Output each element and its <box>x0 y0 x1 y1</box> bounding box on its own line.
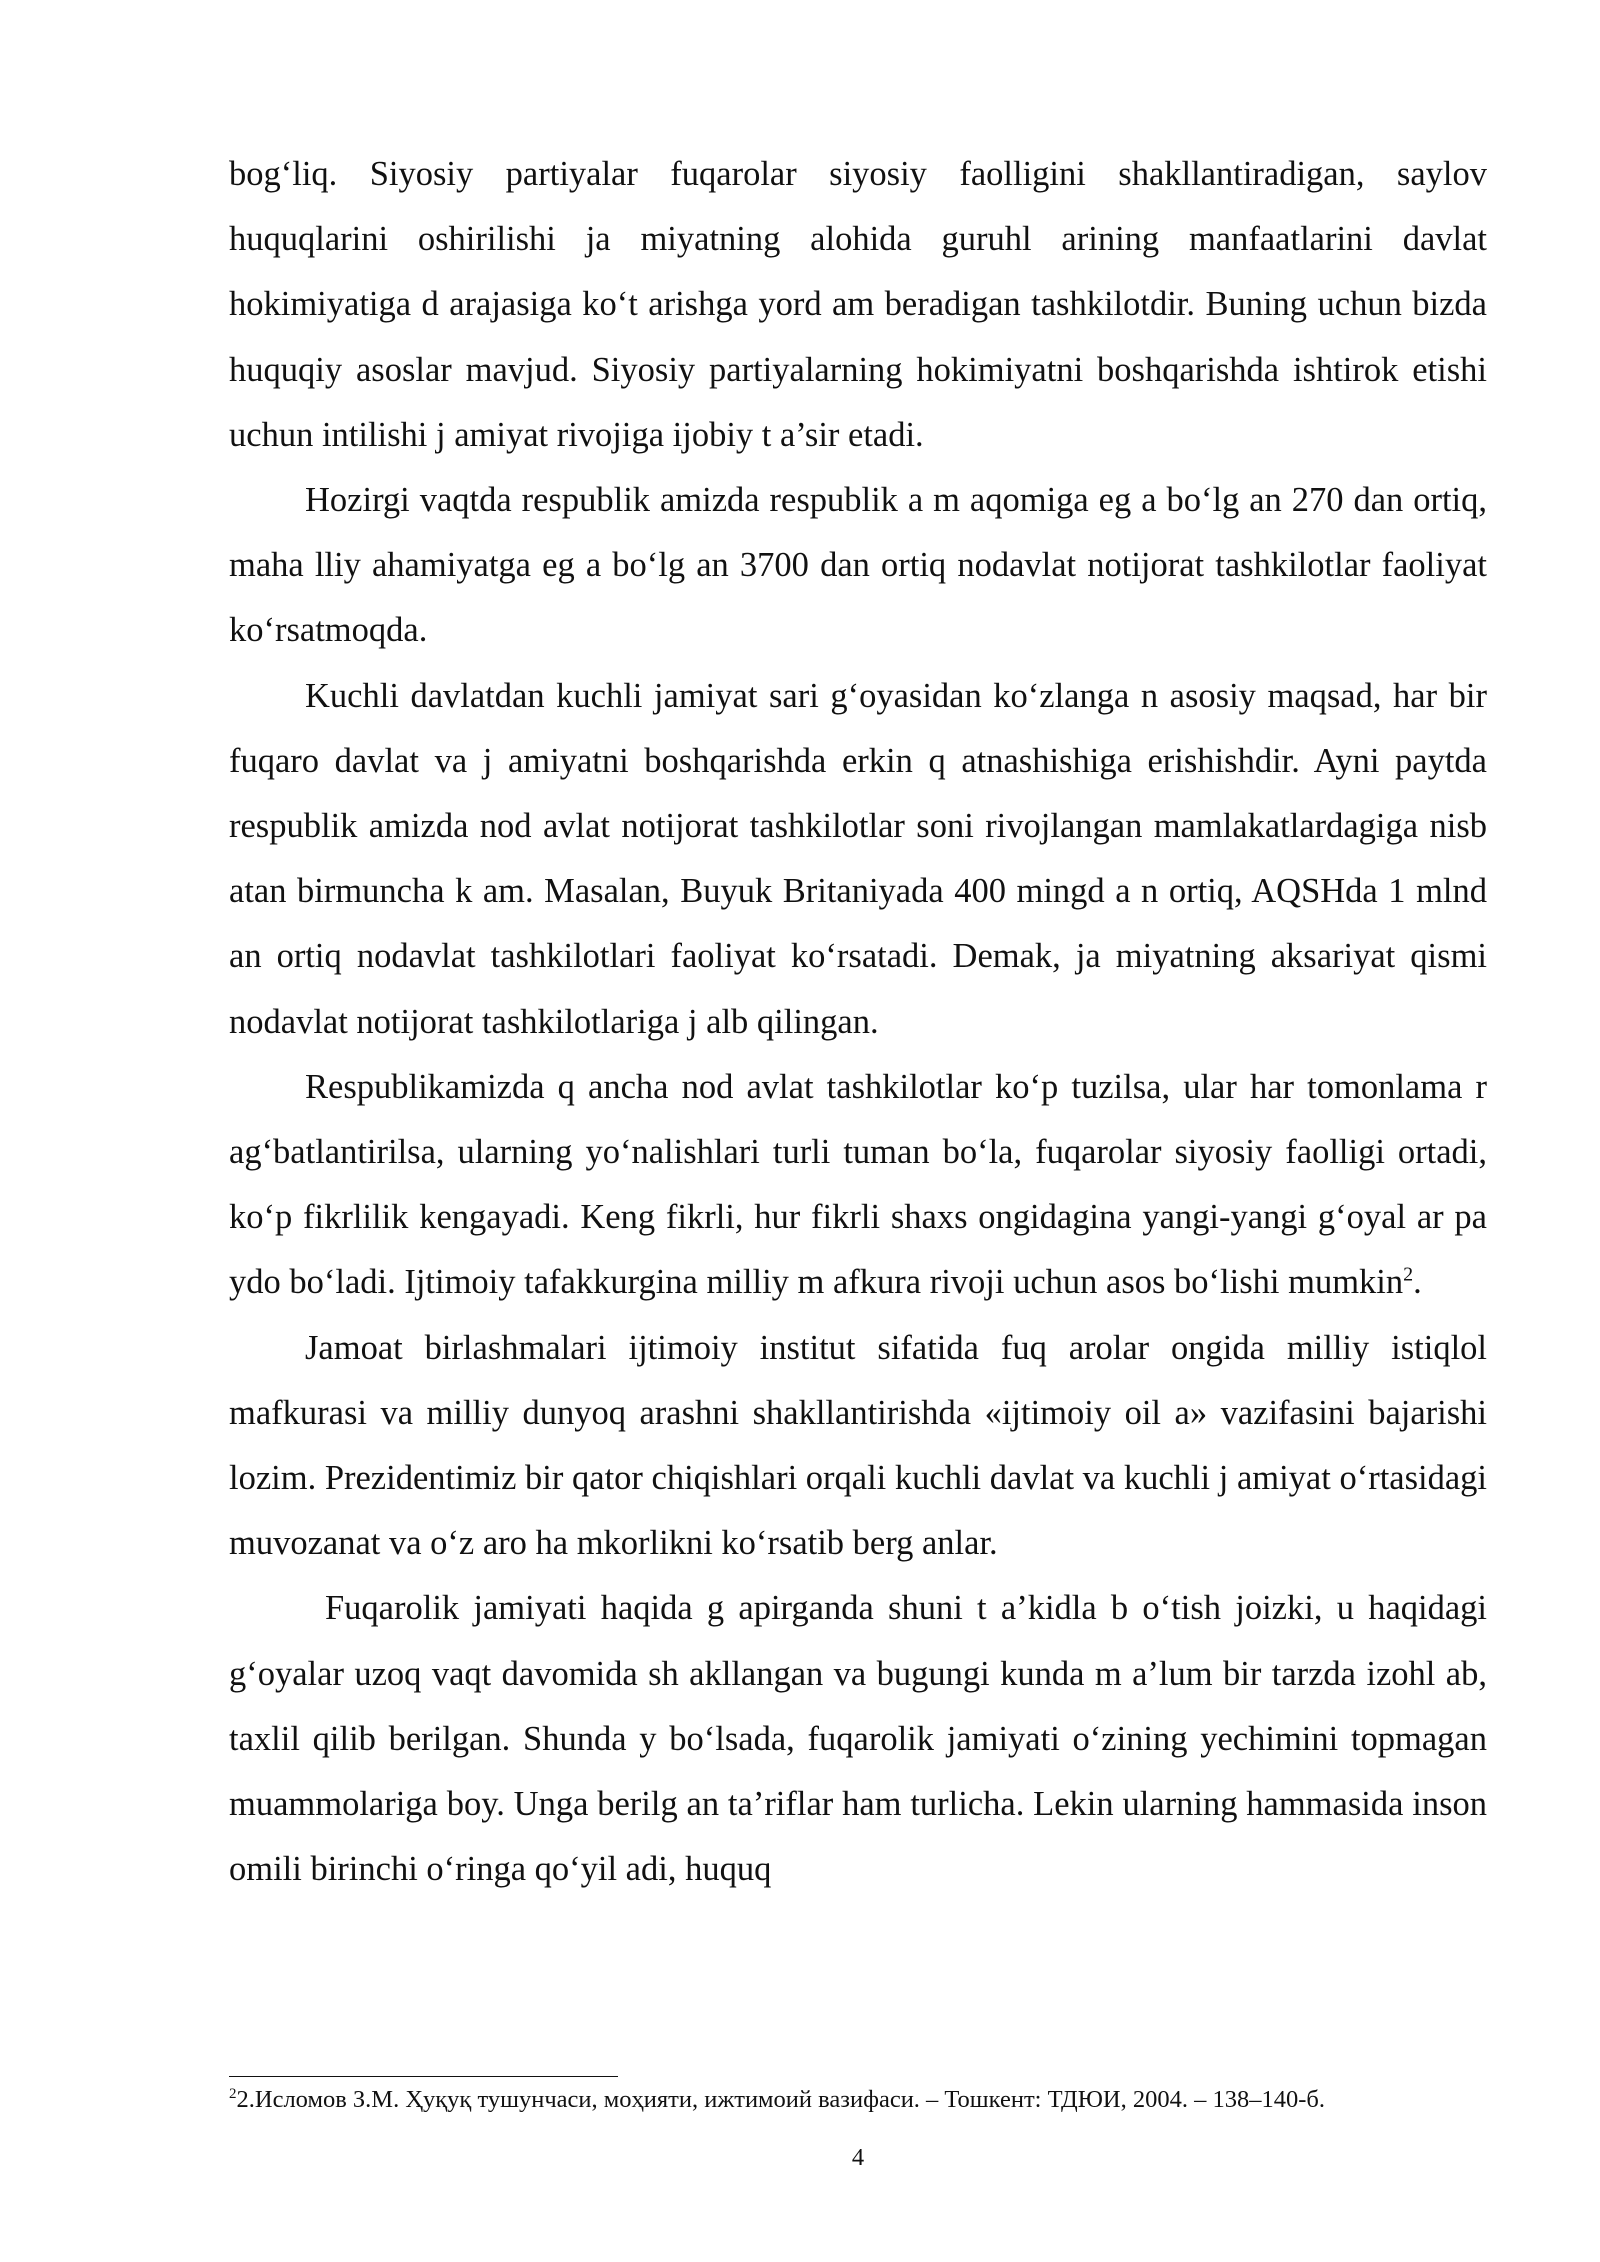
paragraph-4 <box>229 1055 1487 1316</box>
footnote-marker: 2 <box>229 2085 237 2102</box>
paragraph-4-text: Respublikamizda q ancha nod avlat tashkilotlar ko‘p tuzilsa, ular har tomonlama r ag‘batlantirilsa, ularning yo‘nalishlari turli tuman bo‘la, fuqarolar siyosiy faolligi ortadi, ko‘p fikrlilik kengayadi. Keng fikrli, hur fikrli shaxs ongidagina yangi-yangi g‘oyal ar pa ydo bo‘ladi. Ijtimoiy tafakkurgina milliy m afkura rivoji uchun asos bo‘lishi mumkin <box>229 1067 1487 1302</box>
paragraph-5: Jamoat birlashmalari ijtimoiy institut sifatida fuq arolar ongida milliy istiqlol mafkurasi va milliy dunyoq arashni shakllantirishda «ijtimoiy oil a» vazifasini bajarishi lozim. Prezidentimiz bir qator chiqishlari orqali kuchli davlat va kuchli j amiyat o‘rtasidagi muvozanat va o‘z aro ha mkorlikni ko‘rsatib berg anlar. <box>229 1328 1487 1563</box>
paragraph-6: Fuqarolik jamiyati haqida g apirganda shuni t a’kidla b o‘tish joizki, u haqidagi g‘oyalar uzoq vaqt davomida sh akllangan va bugungi kunda m a’lum bir tarzda izohl ab, taxlil qilib berilgan. Shunda y bo‘lsada, fuqarolik jamiyati o‘zining yechimini topmagan muammolariga boy. Unga berilg an ta’riflar ham turlicha. Lekin ularning hammasida inson omili birinchi o‘ringa qo‘yil adi, huquq <box>229 1589 1487 1889</box>
footnote-separator <box>229 2076 618 2077</box>
paragraph-4-end: . <box>1413 1263 1422 1302</box>
body-text <box>229 142 1487 1902</box>
footnote-reference: 2 <box>1403 1263 1414 1286</box>
paragraph-2: Hozirgi vaqtda respublik amizda respublik a m aqomiga eg a bo‘lg an 270 dan ortiq, maha lliy ahamiyatga eg a bo‘lg an 3700 dan ortiq nodavlat notijorat tashkilotlar faoliyat ko‘rsatmoqda. <box>229 481 1487 650</box>
page-number: 4 <box>851 2144 865 2171</box>
footnote-text: 2.Исломов З.М. Ҳуқуқ тушунчаси, моҳияти, ижтимоий вазифаси. – Тошкент: ТДЮИ, 2004. – 138–140-б. <box>236 2086 1325 2113</box>
paragraph-1: bog‘liq. Siyosiy partiyalar fuqarolar siyosiy faolligini shakllantiradigan, saylov huquqlarini oshirilishi ja miyatning alohida guruhl arining manfaatlarini davlat hokimiyatiga d arajasiga ko‘t arishga yord am beradigan tashkilotdir. Buning uchun bizda huquqiy asoslar mavjud. Siyosiy partiyalarning hokimiyatni boshqarishda ishtirok etishi uchun intilishi j amiyat rivojiga ijobiy t a’sir etadi. <box>229 155 1487 454</box>
footnote <box>229 2082 1487 2118</box>
paragraph-3: Kuchli davlatdan kuchli jamiyat sari g‘oyasidan ko‘zlanga n asosiy maqsad, har bir fuqaro davlat va j amiyatni boshqarishda erkin q atnashishiga erishishdir. Ayni paytda respublik amizda nod avlat notijorat tashkilotlar soni rivojlangan mamlakatlardagiga nisb atan birmuncha k am. Masalan, Buyuk Britaniyada 400 mingd a n ortiq, AQSHda 1 mlnd an ortiq nodavlat tashkilotlari faoliyat ko‘rsatadi. Demak, ja miyatning aksariyat qismi nodavlat notijorat tashkilotlariga j alb qilingan. <box>229 676 1487 1041</box>
